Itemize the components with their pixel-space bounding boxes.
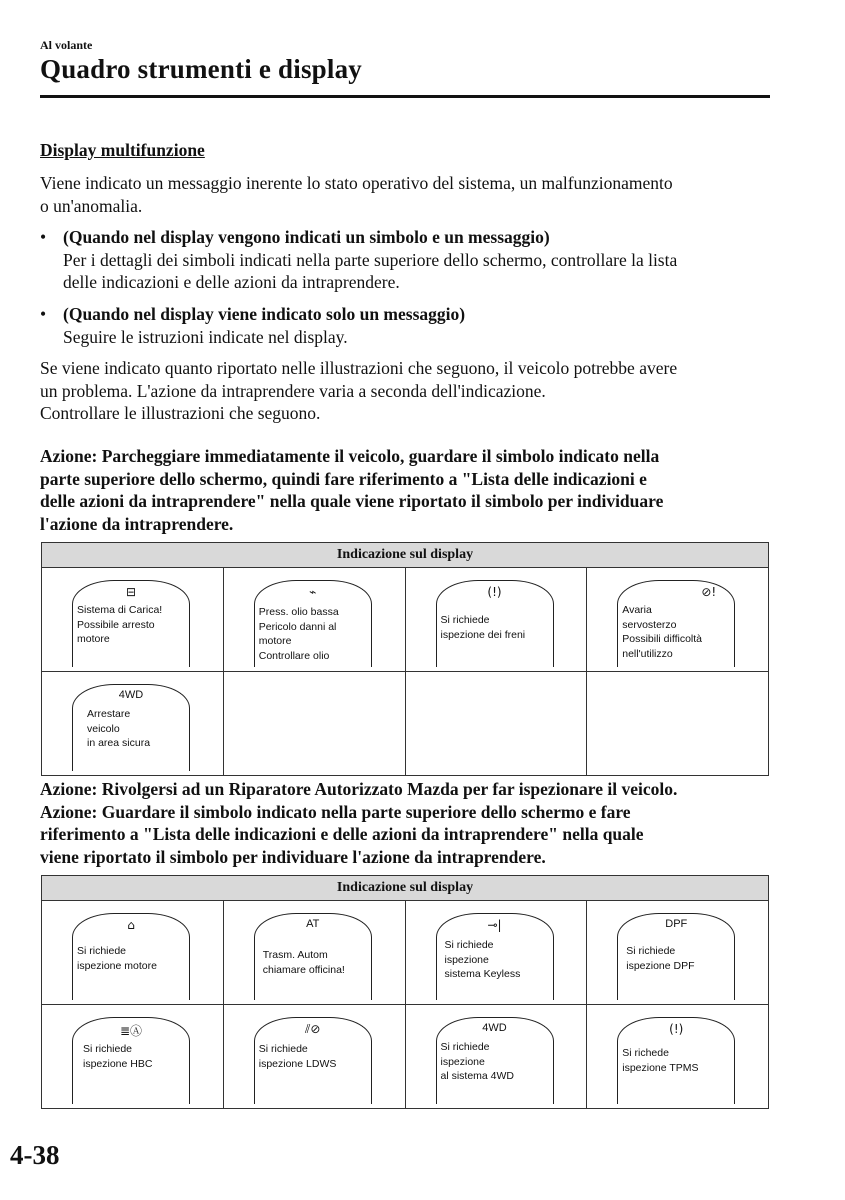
display-message-line: ispezione LDWS [258,1057,337,1070]
display-cell [223,568,405,672]
display-illustration [617,913,735,1000]
display-message-line: ispezione TPMS [622,1061,699,1074]
bullet-line: Per i dettagli dei simboli indicati nella parte superiore dello schermo, controllare la lista [63,249,678,270]
tpms-icon: (!) [669,1022,684,1036]
table-header: Indicazione sul display [42,543,769,568]
display-cell [587,1005,769,1109]
display-message-line: in area sicura [87,737,151,749]
display-message-line: veicolo [87,722,120,735]
display-message-line: Arrestare [87,708,131,720]
display-message-line: Si richede [622,1047,669,1059]
display-message-line: Si richiede [440,614,490,626]
page-number: 4-38 [10,1140,60,1170]
action-line: l'azione da intraprendere. [40,513,234,534]
bullet-title: (Quando nel display viene indicato solo un messaggio) [63,304,466,324]
display-message-line: ispezione DPF [626,959,695,972]
page-title: Quadro strumenti e display [40,54,362,84]
bullet-line: Seguire le istruzioni indicate nel display. [63,326,348,347]
bullet-item [40,226,770,294]
display-message-line: Press. olio bassa [258,606,339,618]
display-cell [405,568,587,672]
action-line: delle azioni da intraprendere" nella quale viene riportato il simbolo per individuare [40,491,664,511]
display-message-line: ispezione [440,1055,485,1068]
display-illustration [72,684,190,771]
display-cell [42,1005,224,1109]
warning-paragraph [40,357,770,425]
display-cell [405,901,587,1005]
display-message-line: chiamare officina! [262,963,345,976]
ldws-icon: ⫽⊘ [305,1022,321,1036]
display-message-line: Controllare olio [258,649,330,662]
display-illustration [72,1017,190,1104]
display-message-line: Si richiede [83,1043,133,1055]
display-message-line: Si richiede [440,1041,490,1053]
display-cell [405,1005,587,1109]
display-illustration [436,580,554,667]
display-message-line: Trasm. Autom [262,949,328,961]
display-message-line: Pericolo danni al [258,620,337,633]
bullet-item [40,303,770,348]
display-message-line: motore [258,635,292,647]
4wd-label: 4WD [118,689,144,701]
empty-cell [587,672,769,776]
display-message-line: nell'utilizzo [622,647,673,660]
display-cell [587,568,769,672]
display-message-line: Si richiede [258,1043,308,1055]
empty-cell [223,672,405,776]
subheading: Display multifunzione [40,140,205,160]
display-cell [587,901,769,1005]
display-message-line: Si richiede [444,939,494,951]
display-illustration [617,1017,735,1104]
action-line: viene riportato il simbolo per individuare l'azione da intraprendere. [40,846,546,867]
display-cell [223,901,405,1005]
display-cell [223,1005,405,1109]
action-line: parte superiore dello schermo, quindi fare riferimento a "Lista delle indicazioni e [40,468,647,489]
intro-paragraph [40,172,770,217]
bullet-dot: • [40,304,47,324]
action-line: riferimento a "Lista delle indicazioni e delle azioni da intraprendere" nella quale [40,824,644,844]
dpf-label: DPF [665,918,688,930]
display-message-line: ispezione motore [77,959,157,972]
display-illustration [72,580,190,667]
display-message-line: al sistema 4WD [440,1070,515,1082]
display-message-line: Si richiede [626,945,676,957]
display-message-line: ispezione dei freni [440,628,526,641]
title-rule [40,95,770,98]
display-cell [42,901,224,1005]
display-illustration [436,1017,554,1104]
display-table-1 [41,542,769,776]
intro-line: o un'anomalia. [40,195,143,216]
steering-warning-icon: ⊘! [701,585,717,599]
empty-cell [405,672,587,776]
display-message-line: sistema Keyless [444,968,521,980]
4wd-label: 4WD [482,1022,507,1034]
oil-can-icon: ⌁ [309,585,317,599]
display-illustration [436,913,554,1000]
display-illustration [254,1017,372,1104]
hbc-icon: ≣Ⓐ [119,1024,143,1038]
bullet-dot: • [40,227,47,247]
display-illustration [617,580,735,667]
paragraph-line: un problema. L'azione da intraprendere varia a seconda dell'indicazione. [40,380,546,401]
display-illustration [72,913,190,1000]
bullet-line: delle indicazioni e delle azioni da intraprendere. [63,272,400,292]
battery-icon: ⊟ [125,585,137,599]
display-message-line: Avaria [622,604,652,616]
bullet-title: (Quando nel display vengono indicati un simbolo e un messaggio) [63,227,550,247]
action-block-1 [40,445,775,535]
engine-icon: ⌂ [127,918,135,932]
display-message-line: Si richiede [77,945,127,957]
display-table-2 [41,875,769,1109]
brake-warning-icon: (!) [487,585,502,599]
paragraph-line: Se viene indicato quanto riportato nelle illustrazioni che seguono, il veicolo potrebbe avere [40,358,678,378]
key-icon: ⊸| [487,918,502,932]
display-message-line: ispezione [444,953,489,966]
display-illustration [254,913,372,1000]
display-message-line: motore [77,633,110,645]
paragraph-line: Controllare le illustrazioni che seguono. [40,403,321,423]
action-block-2 [40,778,775,868]
intro-line: Viene indicato un messaggio inerente lo stato operativo del sistema, un malfunzionamento [40,173,673,193]
section-label: Al volante [40,38,93,52]
display-message-line: Possibile arresto [77,618,155,631]
action-line: Azione: Rivolgersi ad un Riparatore Autorizzato Mazda per far ispezionare il veicolo. [40,779,678,799]
display-illustration [254,580,372,667]
action-line: Azione: Parcheggiare immediatamente il veicolo, guardare il simbolo indicato nella [40,446,660,466]
display-message-line: Sistema di Carica! [77,604,163,616]
at-label: AT [306,918,320,930]
action-line: Azione: Guardare il simbolo indicato nella parte superiore dello schermo e fare [40,801,631,822]
display-message-line: Possibili difficoltà [622,633,703,645]
display-message-line: ispezione HBC [83,1057,153,1070]
display-cell [42,568,224,672]
table-header: Indicazione sul display [42,876,769,901]
display-message-line: servosterzo [622,618,677,631]
display-cell [42,672,224,776]
